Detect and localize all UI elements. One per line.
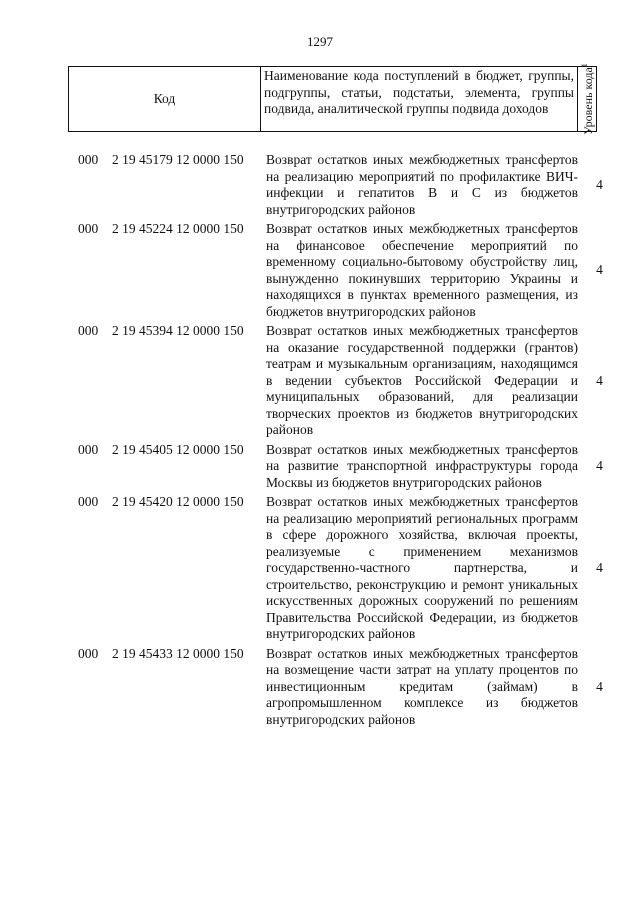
page-number: 1297 <box>307 34 333 49</box>
row-level: 4 <box>596 560 603 575</box>
row-level: 4 <box>596 372 603 388</box>
table-row <box>78 494 613 643</box>
row-level: 4 <box>596 458 603 473</box>
table-row <box>78 221 613 320</box>
row-level: 4 <box>596 262 603 278</box>
row-name: Возврат остатков иных межбюджетных трансфертов на оказание государственной поддержки (грантов) театрам и музыкальным организациям, находящимся в ведении субъектов Российской Федерации и муниципальных образований, для реализации творческих проектов из бюджетов внутригородских районов <box>266 323 578 437</box>
row-level: 4 <box>596 176 603 192</box>
row-prefix: 000 <box>78 441 99 457</box>
row-prefix: 000 <box>78 323 99 338</box>
row-name: Возврат остатков иных межбюджетных трансфертов на реализацию мероприятий региональных программ в сфере дорожного хозяйства, включая проекты, реализуемые с применением механизмов государственно-частного партнерства, и строительство, реконструкцию и ремонт уникальных искусственных дорожных сооружений по решениям Правительства Российской Федерации, из бюджетов внутригородских районов <box>266 494 578 641</box>
header-code-cell <box>69 67 261 131</box>
header-name-label: Наименование кода поступлений в бюджет, группы, подгруппы, статьи, подстатьи, элемента, группы подвида, аналитической группы подвида доходов <box>264 68 574 116</box>
table-row <box>78 152 613 218</box>
row-code: 2 19 45433 12 0000 150 <box>112 645 244 661</box>
header-name-cell <box>261 67 578 131</box>
row-prefix: 000 <box>78 221 99 236</box>
row-name: Возврат остатков иных межбюджетных трансфертов на реализацию мероприятий по профилактике ВИЧ-инфекции и гепатитов В и С из бюджетов внутригородских районов <box>266 152 578 217</box>
row-name: Возврат остатков иных межбюджетных трансфертов на развитие транспортной инфраструктуры города Москвы из бюджетов внутригородских районов <box>266 441 578 490</box>
row-prefix: 000 <box>78 152 99 167</box>
row-code: 2 19 45224 12 0000 150 <box>112 221 244 236</box>
row-level: 4 <box>596 678 603 694</box>
row-prefix: 000 <box>78 645 99 661</box>
header-level-label <box>579 63 595 135</box>
header-level-text: Уровень кода <box>580 67 595 135</box>
row-code: 2 19 45420 12 0000 150 <box>112 494 244 509</box>
header-level-footnote: 1 <box>579 63 589 68</box>
row-code: 2 19 45394 12 0000 150 <box>112 323 244 338</box>
row-code: 2 19 45405 12 0000 150 <box>112 441 244 457</box>
table-header <box>68 63 597 135</box>
header-level-cell <box>578 63 597 135</box>
row-name: Возврат остатков иных межбюджетных трансфертов на возмещение части затрат на уплату процентов по инвестиционным кредитам (займам) в агропромышленном комплексе из бюджетов внутригородских районов <box>266 645 578 727</box>
table-row <box>78 646 613 729</box>
row-name: Возврат остатков иных межбюджетных трансфертов на финансовое обеспечение мероприятий по временному социально-бытовому обустройству лиц, вынужденно покинувших территорию Украины и находящихся в пунктах временного размещения, из бюджетов внутригородских районов <box>266 221 578 319</box>
table-body <box>78 152 613 731</box>
header-code-label: Код <box>153 91 176 106</box>
table-row <box>78 442 613 492</box>
row-code: 2 19 45179 12 0000 150 <box>112 152 244 167</box>
table-row <box>78 323 613 439</box>
row-prefix: 000 <box>78 494 99 509</box>
